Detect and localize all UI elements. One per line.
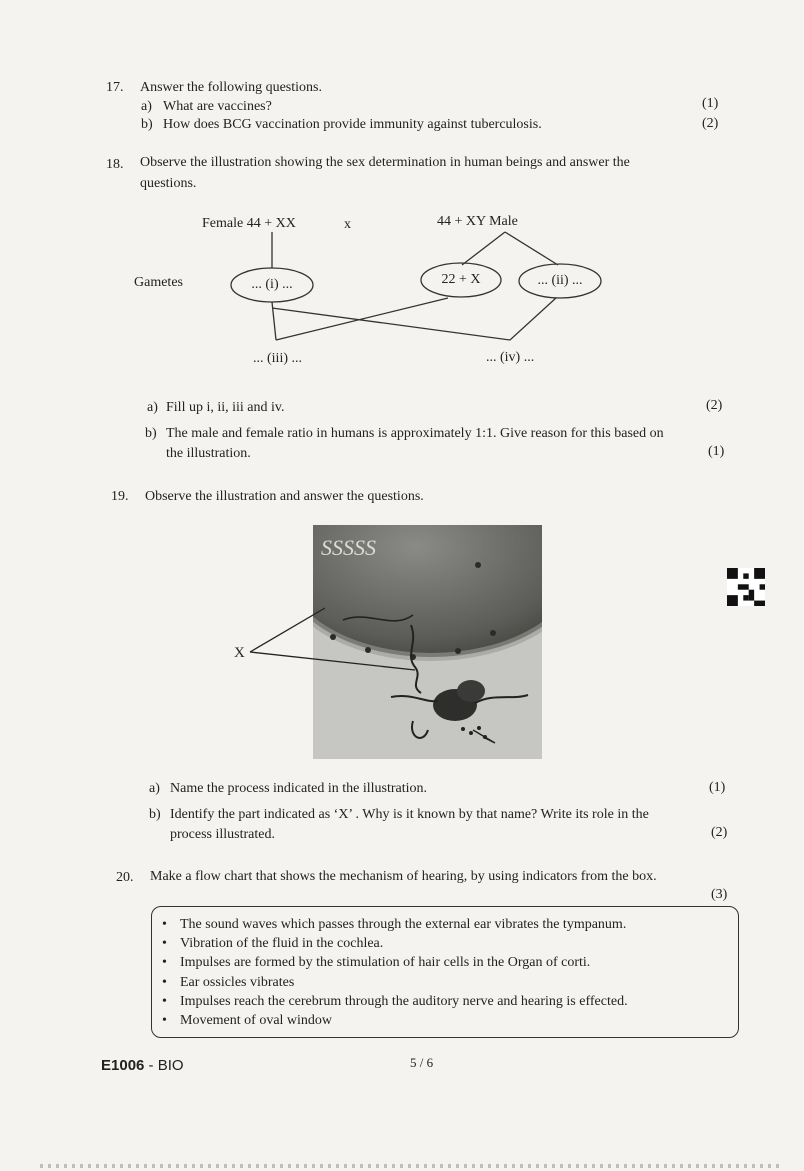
list-item-text: The sound waves which passes through the external ear vibrates the tympanum.	[180, 917, 627, 932]
paper-code-number: E1006	[101, 1057, 145, 1074]
subject-code: - BIO	[144, 1057, 184, 1074]
q18b-text-line2: the illustration.	[166, 446, 251, 461]
gametes-label: Gametes	[134, 275, 183, 290]
q18a-label: a)	[147, 400, 158, 415]
bullet-icon: •	[162, 974, 167, 990]
q19b-text-line1: Identify the part indicated as ‘X’ . Why is it known by that name? Write its role in the	[170, 807, 649, 822]
x-pointer-lines	[230, 600, 430, 680]
list-item-text: Vibration of the fluid in the cochlea.	[180, 936, 384, 952]
hearing-indicators-box	[151, 906, 739, 1038]
paper-code	[101, 1057, 184, 1074]
list-item-text: Movement of oval window	[180, 1013, 333, 1029]
gamete-ii-label: ... (ii) ...	[537, 273, 583, 289]
cross-symbol: x	[344, 217, 351, 232]
q19b-label: b)	[149, 807, 161, 822]
page-edge-perforation	[40, 1164, 780, 1168]
list-item	[162, 934, 738, 953]
q18a-marks: (2)	[706, 398, 723, 413]
gamete-x-to-iii-line	[276, 298, 448, 340]
male-to-gamete-ii-line	[505, 232, 558, 265]
female-parent-label: Female 44 + XX	[202, 216, 296, 231]
list-item-text: Ear ossicles vibrates	[180, 974, 295, 990]
q17a-text: What are vaccines?	[163, 99, 272, 114]
bullet-icon: •	[162, 955, 167, 971]
list-item	[162, 992, 738, 1011]
page-number: 5 / 6	[410, 1055, 434, 1070]
q17-number: 17.	[106, 80, 124, 95]
q18-text-line1: Observe the illustration showing the sex determination in human beings and answer the	[140, 155, 630, 170]
q17-title: Answer the following questions.	[140, 80, 322, 95]
gamete-i-to-iv-line	[272, 298, 556, 340]
list-item	[162, 973, 738, 992]
q20-number: 20.	[116, 870, 134, 885]
x-label: X	[234, 645, 245, 661]
list-item-text: Impulses are formed by the stimulation of hair cells in the Organ of corti.	[180, 955, 591, 971]
qr-code-icon	[727, 568, 765, 606]
svg-text:SSSSS: SSSSS	[321, 535, 376, 560]
bullet-icon: •	[162, 993, 167, 1009]
q20-title: Make a flow chart that shows the mechanism of hearing, by using indicators from the box.	[150, 869, 657, 884]
q18a-text: Fill up i, ii, iii and iv.	[166, 400, 285, 415]
bullet-icon: •	[162, 917, 167, 932]
list-item	[162, 915, 738, 934]
q18b-text-line1: The male and female ratio in humans is approximately 1:1. Give reason for this based on	[166, 426, 664, 441]
q18b-label: b)	[145, 426, 157, 441]
offspring-iv-label: ... (iv) ...	[486, 350, 535, 365]
q18b-marks: (1)	[708, 444, 725, 459]
q20-marks: (3)	[711, 887, 728, 902]
gamete-i-label: ... (i) ...	[251, 277, 293, 293]
q19a-text: Name the process indicated in the illustration.	[170, 781, 427, 796]
sex-determination-diagram	[0, 0, 804, 380]
list-item	[162, 1011, 738, 1030]
q19b-text-line2: process illustrated.	[170, 827, 275, 842]
q17a-marks: (1)	[702, 96, 719, 111]
q17b-text: How does BCG vaccination provide immunity against tuberculosis.	[163, 117, 542, 132]
q18-number: 18.	[106, 157, 124, 172]
q19a-label: a)	[149, 781, 160, 796]
q17b-marks: (2)	[702, 116, 719, 131]
bullet-icon: •	[162, 1013, 167, 1029]
bullet-icon: •	[162, 936, 167, 952]
gamete-x-label: 22 + X	[441, 272, 481, 288]
q19-number: 19.	[111, 489, 129, 504]
list-item	[162, 953, 738, 972]
q19a-marks: (1)	[709, 780, 726, 795]
male-to-gamete-x-line	[462, 232, 505, 265]
male-parent-label: 44 + XY Male	[437, 214, 518, 229]
list-item-text: Impulses reach the cerebrum through the auditory nerve and hearing is effected.	[180, 993, 628, 1009]
q19-title: Observe the illustration and answer the questions.	[145, 489, 424, 504]
offspring-iii-label: ... (iii) ...	[253, 351, 302, 366]
q18-text-line2: questions.	[140, 176, 197, 191]
q17a-label: a)	[141, 99, 152, 114]
hearing-indicators-list	[152, 907, 738, 1030]
q19b-marks: (2)	[711, 825, 728, 840]
q17b-label: b)	[141, 117, 153, 132]
